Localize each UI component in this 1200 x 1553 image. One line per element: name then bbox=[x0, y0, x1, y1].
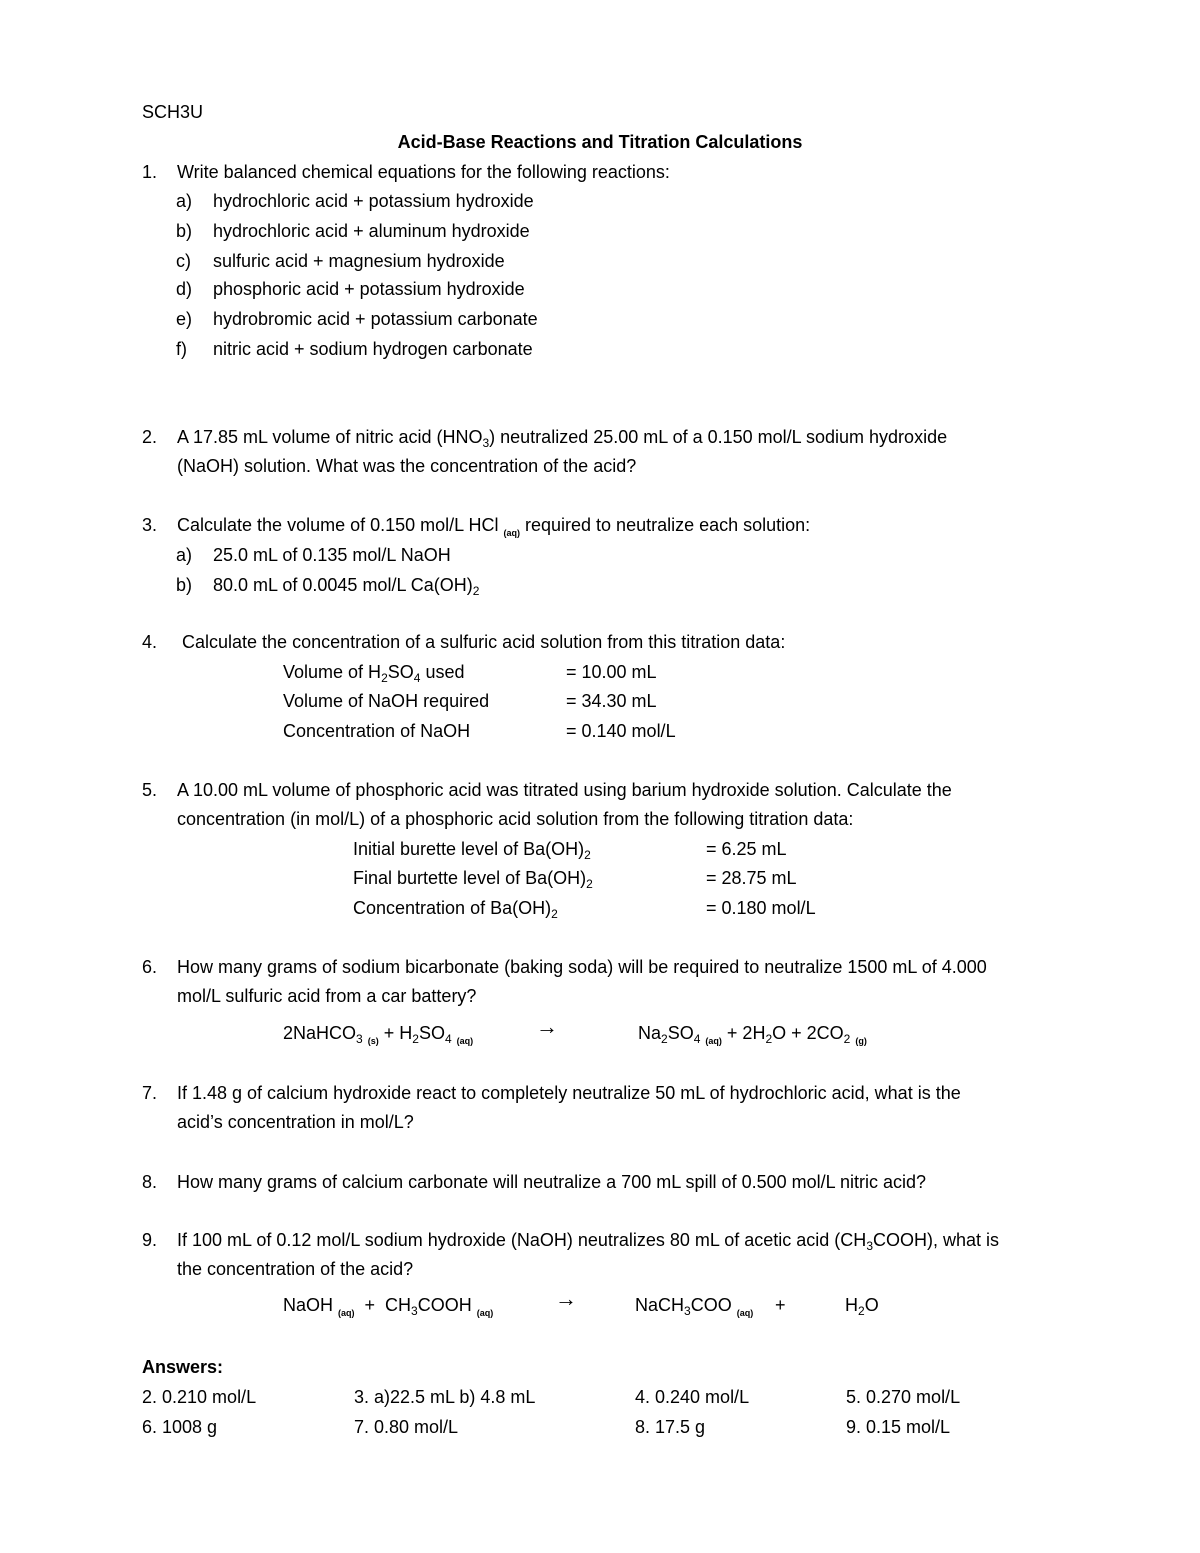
question-number: 2. bbox=[142, 427, 158, 447]
item-text: phosphoric acid + potassium hydroxide bbox=[213, 279, 525, 299]
item-label: c) bbox=[176, 251, 191, 271]
item-text: sulfuric acid + magnesium hydroxide bbox=[213, 251, 505, 271]
data-value: = 34.30 mL bbox=[566, 691, 657, 711]
reaction-arrow: → bbox=[555, 1286, 577, 1311]
item-text: hydrochloric acid + potassium hydroxide bbox=[213, 191, 534, 211]
item-text: 80.0 mL of 0.0045 mol/L $Ca(OH)_2$ bbox=[213, 575, 480, 598]
item-text: hydrobromic acid + potassium carbonate bbox=[213, 309, 538, 329]
equation-product-salt: NaCH$_3$COO $_{(aq)}$ bbox=[635, 1295, 754, 1318]
item-text: hydrochloric acid + aluminum hydroxide bbox=[213, 221, 530, 241]
equation-product-water: $H_2O$ bbox=[845, 1295, 879, 1318]
equation-reactants: 2NaHCO$_3$ $_{(s)} + H_2SO_4$ $_{(aq)}$ bbox=[283, 1023, 474, 1046]
question-number: 6. bbox=[142, 957, 158, 977]
course-code: SCH3U bbox=[142, 102, 204, 122]
item-text: nitric acid + sodium hydrogen carbonate bbox=[213, 339, 533, 359]
question-text: How many grams of calcium carbonate will neutralize a 700 mL spill of 0.500 mol/L nitric acid? bbox=[177, 1172, 927, 1192]
equation-plus: + bbox=[775, 1295, 786, 1315]
reaction-arrow: → bbox=[536, 1014, 558, 1039]
question-number: 4. bbox=[142, 632, 158, 652]
question-text-line2: concentration (in mol/L) of a phosphoric acid solution from the following titration data: bbox=[177, 809, 854, 829]
data-value: = 6.25 mL bbox=[706, 839, 787, 859]
question-number: 1. bbox=[142, 162, 158, 182]
item-label: d) bbox=[176, 279, 193, 299]
question-number: 5. bbox=[142, 780, 158, 800]
data-value: = 10.00 mL bbox=[566, 662, 657, 682]
answer-9: 9. 0.15 mol/L bbox=[846, 1417, 951, 1437]
answer-4: 4. 0.240 mol/L bbox=[635, 1387, 750, 1407]
data-value: = 0.140 mol/L bbox=[566, 721, 676, 741]
question-text-line2: acid’s concentration in mol/L? bbox=[177, 1112, 414, 1132]
data-label: Volume of NaOH required bbox=[283, 691, 490, 711]
question-number: 7. bbox=[142, 1083, 158, 1103]
question-text: If 1.48 g of calcium hydroxide react to completely neutralize 50 mL of hydrochloric acid, what is the bbox=[177, 1083, 961, 1103]
question-number: 9. bbox=[142, 1230, 158, 1250]
data-label: Volume of $H_2SO_4$ used bbox=[283, 662, 465, 685]
question-text-line2: (NaOH) solution. What was the concentration of the acid? bbox=[177, 456, 637, 476]
question-text: A 10.00 mL volume of phosphoric acid was titrated using barium hydroxide solution. Calculate the bbox=[177, 780, 952, 800]
equation-reactants: NaOH $_{(aq)} + CH_3COOH$ $_{(aq)}$ bbox=[283, 1295, 494, 1318]
item-label: a) bbox=[176, 545, 193, 565]
data-label: Final burtette level of $Ba(OH)_2$ bbox=[353, 868, 593, 891]
question-text-line2: the concentration of the acid? bbox=[177, 1259, 414, 1279]
data-label: Initial burette level of $Ba(OH)_2$ bbox=[353, 839, 591, 862]
answer-7: 7. 0.80 mol/L bbox=[354, 1417, 459, 1437]
data-label: Concentration of $Ba(OH)_2$ bbox=[353, 898, 558, 921]
question-text: How many grams of sodium bicarbonate (baking soda) will be required to neutralize 1500 mL of 4.000 bbox=[177, 957, 987, 977]
answer-2: 2. 0.210 mol/L bbox=[142, 1387, 257, 1407]
item-label: b) bbox=[176, 221, 193, 241]
data-value: = 0.180 mol/L bbox=[706, 898, 816, 918]
answer-5: 5. 0.270 mol/L bbox=[846, 1387, 961, 1407]
item-text: 25.0 mL of 0.135 mol/L NaOH bbox=[213, 545, 451, 565]
question-text: Write balanced chemical equations for the following reactions: bbox=[177, 162, 670, 182]
data-label: Concentration of NaOH bbox=[283, 721, 471, 741]
answer-8: 8. 17.5 g bbox=[635, 1417, 706, 1437]
question-text: Calculate the concentration of a sulfuric acid solution from this titration data: bbox=[182, 632, 786, 652]
question-text: A 17.85 mL volume of nitric acid $(HNO_3)$ neutralized 25.00 mL of a 0.150 mol/L sodium hydroxide bbox=[177, 427, 948, 450]
data-value: = 28.75 mL bbox=[706, 868, 797, 888]
item-label: a) bbox=[176, 191, 193, 211]
answers-heading: Answers: bbox=[142, 1357, 224, 1377]
question-number: 3. bbox=[142, 515, 158, 535]
item-label: b) bbox=[176, 575, 193, 595]
question-text: Calculate the volume of 0.150 mol/L HCl $_{(aq)}$ required to neutralize each solution: bbox=[177, 515, 811, 538]
question-text: If 100 mL of 0.12 mol/L sodium hydroxide (NaOH) neutralizes 80 mL of acetic acid $(CH_3COOH)$, what is bbox=[177, 1230, 1000, 1253]
item-label: e) bbox=[176, 309, 193, 329]
answer-3: 3. a)22.5 mL b) 4.8 mL bbox=[354, 1387, 536, 1407]
page-title: Acid-Base Reactions and Titration Calculations bbox=[397, 132, 803, 152]
question-number: 8. bbox=[142, 1172, 158, 1192]
answer-6: 6. 1008 g bbox=[142, 1417, 218, 1437]
equation-products: $Na_2SO_4$ $_{(aq)} + 2H_2O + 2CO_2$ $_{(g)}$ bbox=[638, 1023, 867, 1046]
item-label: f) bbox=[176, 339, 187, 359]
question-text-line2: mol/L sulfuric acid from a car battery? bbox=[177, 986, 477, 1006]
